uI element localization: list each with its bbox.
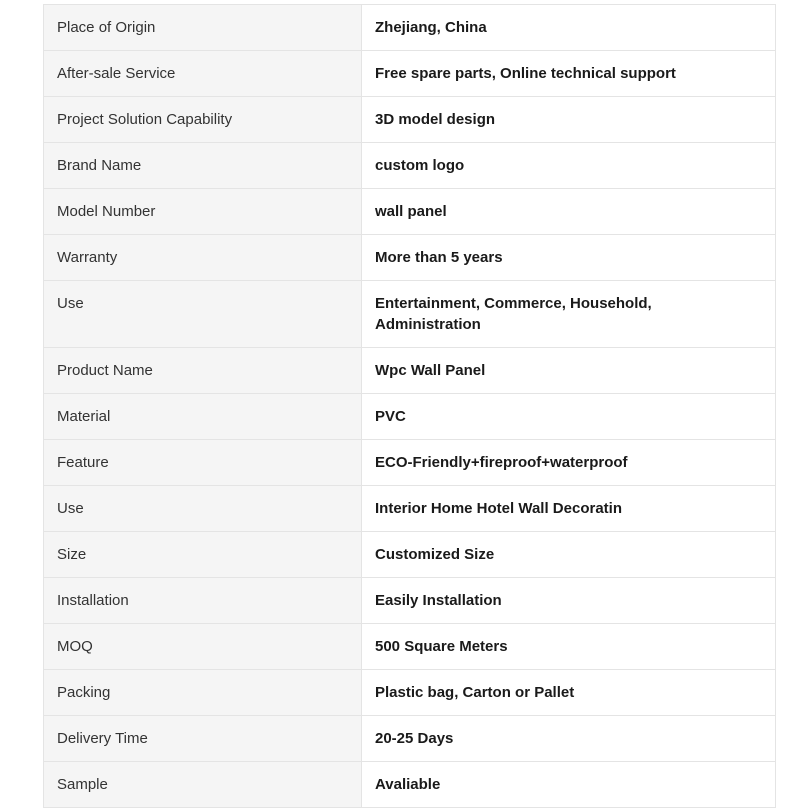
spec-value: Easily Installation (362, 578, 776, 624)
table-row (44, 716, 776, 762)
spec-value: Wpc Wall Panel (362, 348, 776, 394)
table-row (44, 143, 776, 189)
spec-value (362, 281, 776, 348)
table-row (44, 51, 776, 97)
spec-key: Use (44, 281, 362, 348)
spec-value: Interior Home Hotel Wall Decoratin (362, 486, 776, 532)
spec-value: 20-25 Days (362, 716, 776, 762)
spec-value: Free spare parts, Online technical support (362, 51, 776, 97)
table-row (44, 578, 776, 624)
spec-key: Feature (44, 440, 362, 486)
spec-value: wall panel (362, 189, 776, 235)
spec-value: Plastic bag, Carton or Pallet (362, 670, 776, 716)
table-row (44, 624, 776, 670)
table-row (44, 5, 776, 51)
spec-value: 3D model design (362, 97, 776, 143)
table-row (44, 440, 776, 486)
spec-value: More than 5 years (362, 235, 776, 281)
table-row (44, 281, 776, 348)
spec-value: Avaliable (362, 762, 776, 808)
table-row (44, 762, 776, 808)
spec-value-line: Entertainment, Commerce, Household, (375, 295, 652, 312)
table-row (44, 670, 776, 716)
spec-value: PVC (362, 394, 776, 440)
spec-key: Size (44, 532, 362, 578)
spec-key: Project Solution Capability (44, 97, 362, 143)
spec-key: Sample (44, 762, 362, 808)
table-row (44, 348, 776, 394)
spec-key: Warranty (44, 235, 362, 281)
spec-value: ECO-Friendly+fireproof+waterproof (362, 440, 776, 486)
spec-key: Packing (44, 670, 362, 716)
spec-key: Product Name (44, 348, 362, 394)
spec-key: Place of Origin (44, 5, 362, 51)
spec-value: Customized Size (362, 532, 776, 578)
table-row (44, 486, 776, 532)
spec-key: MOQ (44, 624, 362, 670)
spec-value: custom logo (362, 143, 776, 189)
spec-key: Brand Name (44, 143, 362, 189)
table-row (44, 394, 776, 440)
spec-value: 500 Square Meters (362, 624, 776, 670)
spec-key: Material (44, 394, 362, 440)
spec-key: Model Number (44, 189, 362, 235)
spec-value: Zhejiang, China (362, 5, 776, 51)
table-row (44, 97, 776, 143)
spec-key: Use (44, 486, 362, 532)
spec-value-line: Administration (375, 316, 481, 333)
spec-key: After-sale Service (44, 51, 362, 97)
table-row (44, 235, 776, 281)
spec-key: Delivery Time (44, 716, 362, 762)
table-row (44, 532, 776, 578)
product-spec-table (43, 4, 776, 808)
table-row (44, 189, 776, 235)
spec-key: Installation (44, 578, 362, 624)
